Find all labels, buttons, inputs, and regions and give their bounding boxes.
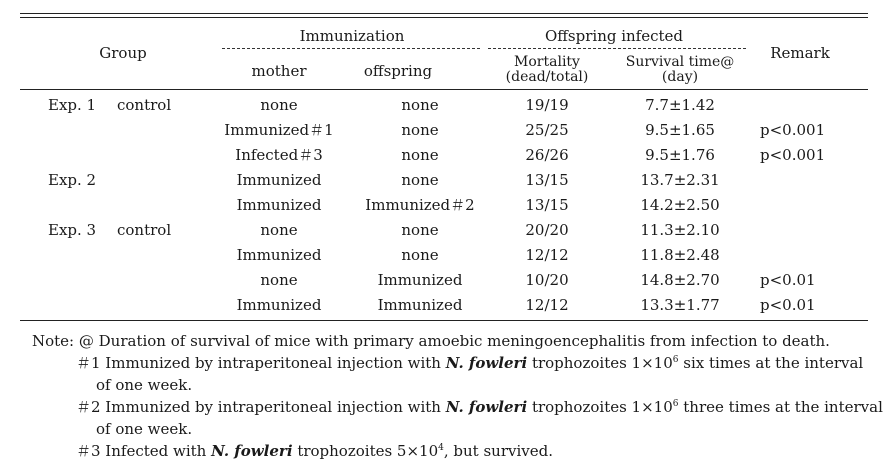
cell-mother: Immunized (236, 246, 322, 264)
cell-offspring: none (401, 221, 439, 239)
header-survival-sub: (day) (661, 69, 699, 85)
cell-mortality: 12/12 (525, 246, 569, 264)
cell-group: Exp. 3 (48, 221, 97, 239)
cell-remark: p<0.01 (760, 271, 816, 289)
cell-group: Exp. 2 (48, 171, 97, 189)
cell-group-sub: control (117, 96, 172, 114)
note-2: ＃2 Immunized by intraperitoneal injection with N. fowleri trophozoites $1\times 10^6$ three times at the interval (76, 398, 883, 416)
cell-survival: 9.5±1.65 (645, 121, 715, 139)
cell-offspring: none (401, 121, 439, 139)
offspring-infected-divider (488, 48, 746, 49)
table-notes (32, 330, 883, 462)
cell-remark: p<0.01 (760, 296, 816, 314)
header-mortality: Mortality (514, 54, 580, 70)
cell-mortality: 10/20 (525, 271, 569, 289)
header-offspring: offspring (363, 62, 433, 80)
cell-survival: 11.8±2.48 (640, 246, 720, 264)
header-remark: Remark (770, 44, 830, 62)
cell-remark: p<0.001 (760, 121, 826, 139)
cell-survival: 14.2±2.50 (640, 196, 720, 214)
cell-survival: 7.7±1.42 (645, 96, 715, 114)
cell-mother: Immunized＃1 (224, 121, 334, 139)
bottom-rule (20, 320, 868, 321)
cell-mother: Immunized (236, 196, 322, 214)
cell-mother: none (260, 221, 298, 239)
note-survival: Note: @ Duration of survival of mice with primary amoebic meningoencephalitis from infection to death. (32, 332, 830, 350)
note-1-continued: of one week. (96, 376, 193, 394)
cell-survival: 11.3±2.10 (640, 221, 720, 239)
cell-survival: 13.3±1.77 (640, 296, 720, 314)
top-rule-2 (20, 17, 868, 18)
note-3: ＃3 Infected with N. fowleri trophozoites $5\times 10^4$, but survived. (76, 442, 553, 460)
cell-mother: none (260, 96, 298, 114)
cell-mortality: 13/15 (525, 171, 569, 189)
cell-remark: p<0.001 (760, 146, 826, 164)
cell-mortality: 25/25 (525, 121, 569, 139)
cell-survival: 14.8±2.70 (640, 271, 720, 289)
cell-survival: 13.7±2.31 (640, 171, 720, 189)
cell-mother: Immunized (236, 296, 322, 314)
header-survival: Survival time@ (625, 54, 735, 70)
cell-offspring: none (401, 146, 439, 164)
cell-mortality: 12/12 (525, 296, 569, 314)
cell-group: Exp. 1 (48, 96, 97, 114)
cell-mother: Immunized (236, 171, 322, 189)
cell-mortality: 26/26 (525, 146, 569, 164)
top-rule-1 (20, 13, 868, 14)
immunization-divider (222, 48, 480, 49)
cell-offspring: none (401, 171, 439, 189)
cell-mortality: 13/15 (525, 196, 569, 214)
cell-offspring: Immunized (377, 296, 463, 314)
cell-mortality: 19/19 (525, 96, 569, 114)
header-immunization: Immunization (299, 27, 405, 45)
cell-offspring: Immunized＃2 (365, 196, 475, 214)
cell-survival: 9.5±1.76 (645, 146, 715, 164)
note-2-continued: of one week. (96, 420, 193, 438)
header-rule (20, 89, 868, 90)
cell-mother: Infected＃3 (235, 146, 323, 164)
header-group: Group (99, 44, 147, 62)
note-1: ＃1 Immunized by intraperitoneal injection with N. fowleri trophozoites $1\times 10^6$ six times at the interval (76, 354, 864, 372)
header-offspring-infected: Offspring infected (544, 27, 684, 45)
cell-offspring: none (401, 246, 439, 264)
cell-offspring: Immunized (377, 271, 463, 289)
header-mother: mother (251, 62, 307, 80)
cell-mortality: 20/20 (525, 221, 569, 239)
cell-mother: none (260, 271, 298, 289)
header-mortality-sub: (dead/total) (505, 69, 589, 85)
cell-offspring: none (401, 96, 439, 114)
cell-group-sub: control (117, 221, 172, 239)
